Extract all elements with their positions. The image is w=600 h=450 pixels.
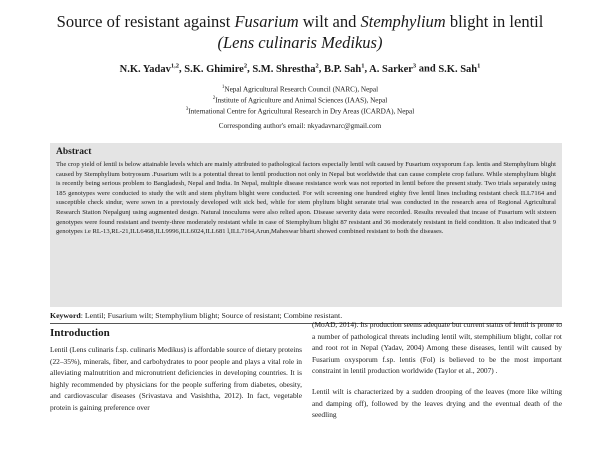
abstract-text: The crop yield of lentil is below attainable levels which are mainly attributed to pathological factors especially lentil wilt caused by Fusarium oxysporum f.sp. lentis and Stemphylium blight caused by Stemphylium botryosum .Fusarium wilt is a potential threat to lentil production not only in Nepal but worldwide that can cause complete crop failure. While stemphylium blight is recently being serious problem to Bangladesh, Nepal and India. In Nepal, multiple disease resistance work was not reported in lentil before the present study. Two trials separately using 185 genotypes were conducted to study the wilt and stem phylium blight were conducted. For wilt screening one hundred eighty five lentil lines including resistant check ILL7164 and susceptible check sindur, were sown in a previously developed wilt sick bed, while for stem phylium blight serarate trial was conducted in the research area of Regional Agricultural Research Station Nepalgunj using augmented design. Natural inoculums were also relied apon. Disease severity data were recorded. Results revealed that incase of Fusarium wilt sixteen genotypes were found resistant and twenty-three moderately resistant while in case of Stemphylium blight 87 resistant and 36 moderately resistant in field condition. It also indicated that 9 genotypes i.e RL-13,RL-21,ILL6468,ILL9996,ILL6024,ILL681 l,ILL7164,Arun,Maheswar bharti showed combined resistant to both the diseases.	[56, 161, 556, 236]
paper-title-line-1	[0, 12, 600, 32]
affiliation: $^3$International Centre for Agricultural Research in Dry Areas (ICARDA), Nepal	[185, 107, 415, 116]
introduction-paragraph: (MoAD, 2014). Its production seems adequate but current status of lentil is prone to a number of pathological threats including lentil wilt, stemphilium blight, collar rot and root rot in Nepal (Yadav, 2004) Among these diseases, lentil wilt caused by Fusarium oxysporum f.sp. lentis (Fol) is believed to be the most important constraint in lentil production worldwide (Taylor et al., 2007) .	[312, 320, 562, 376]
abstract-heading: Abstract	[56, 147, 92, 157]
title-italic-stemphylium: Stemphylium	[360, 12, 446, 31]
keywords-text: : Lentil; Fusarium wilt; Stemphylium blight; Source of resistant; Combine resistant.	[80, 311, 343, 320]
introduction-paragraph: Lentil (Lens culinaris f.sp. culinaris Medikus) is affordable source of dietary proteins (22–35%), minerals, fiber, and carbohydrates to poor people and plays a vital role in alleviating malnutrition and micronutrient deficiencies in developing countries. It is highly recommended by physicians for the people suffering from diabetes, obesity, and cardiovascular diseases (Srivastava and Vasishtha, 2012). In fact, vegetable protein is gaining preference over	[50, 345, 302, 412]
author: A. Sarker$^3$	[369, 62, 417, 75]
title-text: blight in lentil	[445, 12, 544, 31]
affiliation: $^1$Nepal Agricultural Research Council (NARC), Nepal	[221, 85, 379, 94]
title-species: (Lens culinaris Medikus)	[217, 33, 383, 52]
title-italic-fusarium: Fusarium	[234, 12, 299, 31]
author: B.P. Sah$^1$	[323, 62, 365, 75]
paper-title-line-2	[0, 33, 600, 53]
author: N.K. Yadav$^{1,2}$	[119, 62, 179, 75]
keywords-label: Keyword	[50, 311, 81, 320]
abstract-box	[50, 143, 562, 307]
corresponding-author-email: Corresponding author's email: nkyadavnarc@gmail.com	[218, 122, 382, 130]
introduction-heading: Introduction	[50, 327, 110, 339]
title-text: Source of resistant against	[56, 12, 235, 31]
author: S.K. Sah$^1$	[438, 62, 481, 75]
author-list: N.K. Yadav$^{1,2}$, S.K. Ghimire$^2$, S.M. Shrestha$^2$, B.P. Sah$^1$, A. Sarker$^3$ and S.K. Sah$^1$	[119, 62, 481, 75]
introduction-right-column	[312, 319, 562, 421]
affiliation: $^2$Institute of Agriculture and Animal Sciences (IAAS), Nepal	[212, 96, 388, 105]
introduction-paragraph: Lentil wilt is characterized by a sudden drooping of the leaves (more like wilting and damping off), followed by the leaves drying and the eventual death of the seedling	[312, 386, 562, 420]
author: S.K. Ghimire$^2$	[184, 62, 248, 75]
introduction-left-column	[50, 344, 302, 414]
author: S.M. Shrestha$^2$	[252, 62, 319, 75]
title-text: wilt and	[298, 12, 361, 31]
